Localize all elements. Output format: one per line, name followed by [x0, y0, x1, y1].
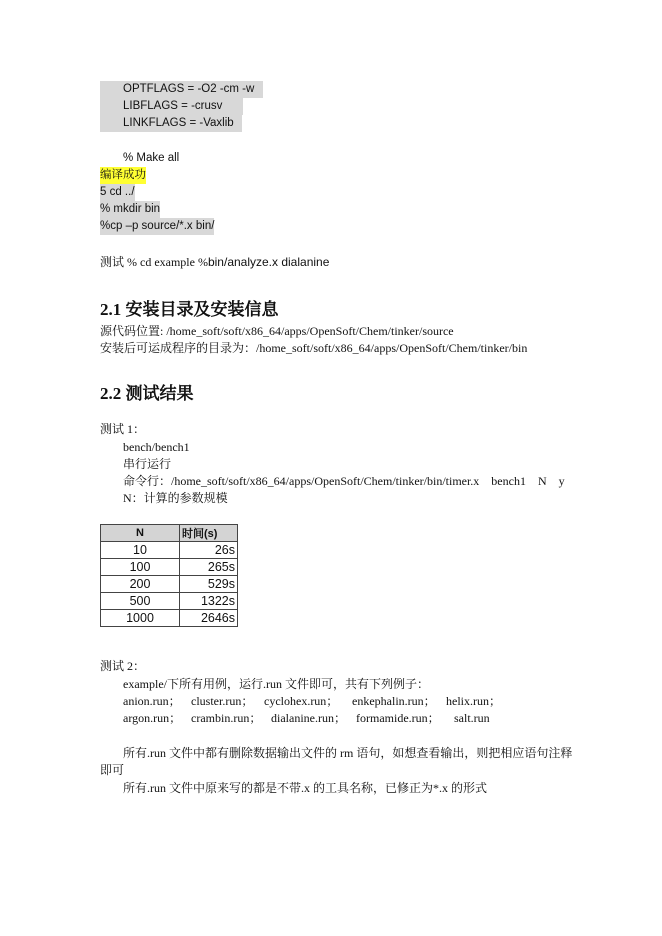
source-location: 源代码位置: /home_soft/soft/x86_64/apps/OpenSoft/Chem/tinker/source — [100, 324, 454, 338]
example-item: argon.run； — [123, 711, 182, 725]
test2-label: 测试 2： — [100, 659, 146, 673]
table-header-n: N — [101, 525, 180, 542]
note-rm-statement: 所有.run 文件中都有删除数据输出文件的 rm 语句，如想查看输出，则把相应语句注释 — [123, 746, 573, 760]
timing-table — [100, 524, 238, 627]
table-cell-n: 500 — [101, 593, 180, 610]
example-item: anion.run； — [123, 694, 181, 708]
table-row — [101, 559, 238, 576]
test-command-prefix: 测试 % cd example % — [100, 255, 208, 269]
table-cell-time: 529s — [180, 576, 238, 593]
test2-description: example/下所有用例，运行.run 文件即可，共有下列例子： — [123, 677, 429, 691]
table-header-time: 时间(s) — [180, 525, 238, 542]
cp-line: %cp –p source/*.x bin/ — [100, 218, 214, 235]
mkdir-line: % mkdir bin — [100, 201, 160, 218]
note-rm-statement-cont: 即可 — [100, 763, 125, 777]
table-cell-time: 26s — [180, 542, 238, 559]
note-tool-names: 所有.run 文件中原来写的都是不带.x 的工具名称，已修正为*.x 的形式 — [123, 781, 487, 795]
example-item: salt.run — [454, 711, 490, 725]
compile-success-label: 编译成功 — [100, 167, 146, 184]
section-2-2-title: 2.2 测试结果 — [100, 384, 194, 403]
table-row — [101, 610, 238, 627]
make-all-line: % Make all — [123, 152, 180, 164]
table-row — [101, 593, 238, 610]
example-item: cyclohex.run； — [264, 694, 339, 708]
table-cell-n: 100 — [101, 559, 180, 576]
table-row — [101, 542, 238, 559]
bin-location: 安装后可运成程序的目录为：/home_soft/soft/x86_64/apps/OpenSoft/Chem/tinker/bin — [100, 341, 528, 355]
table-cell-n: 10 — [101, 542, 180, 559]
code-line-libflags: LIBFLAGS = -crusv — [100, 98, 243, 115]
table-cell-n: 1000 — [101, 610, 180, 627]
table-cell-n: 200 — [101, 576, 180, 593]
test1-label: 测试 1： — [100, 422, 146, 436]
table-cell-time: 1322s — [180, 593, 238, 610]
test1-command: 命令行：/home_soft/soft/x86_64/apps/OpenSoft/Chem/tinker/bin/timer.x bench1 N y — [123, 474, 565, 488]
test-command-line — [100, 254, 329, 271]
code-line-linkflags: LINKFLAGS = -Vaxlib — [100, 115, 242, 132]
cd-line: 5 cd ../ — [100, 184, 135, 201]
example-item: formamide.run； — [356, 711, 440, 725]
example-item: helix.run； — [446, 694, 501, 708]
table-cell-time: 2646s — [180, 610, 238, 627]
example-item: crambin.run； — [191, 711, 262, 725]
example-item: enkephalin.run； — [352, 694, 436, 708]
table-header-row — [101, 525, 238, 542]
example-item: dialanine.run； — [271, 711, 346, 725]
test1-serial: 串行运行 — [123, 457, 172, 471]
table-cell-time: 265s — [180, 559, 238, 576]
section-2-1-title: 2.1 安装目录及安装信息 — [100, 300, 279, 319]
test1-bench: bench/bench1 — [123, 440, 190, 454]
test-command-rest: bin/analyze.x dialanine — [207, 255, 330, 269]
example-item: cluster.run； — [191, 694, 254, 708]
table-row — [101, 576, 238, 593]
test1-n-description: N：计算的参数规模 — [123, 491, 228, 505]
code-line-optflags: OPTFLAGS = -O2 -cm -w — [100, 81, 263, 98]
